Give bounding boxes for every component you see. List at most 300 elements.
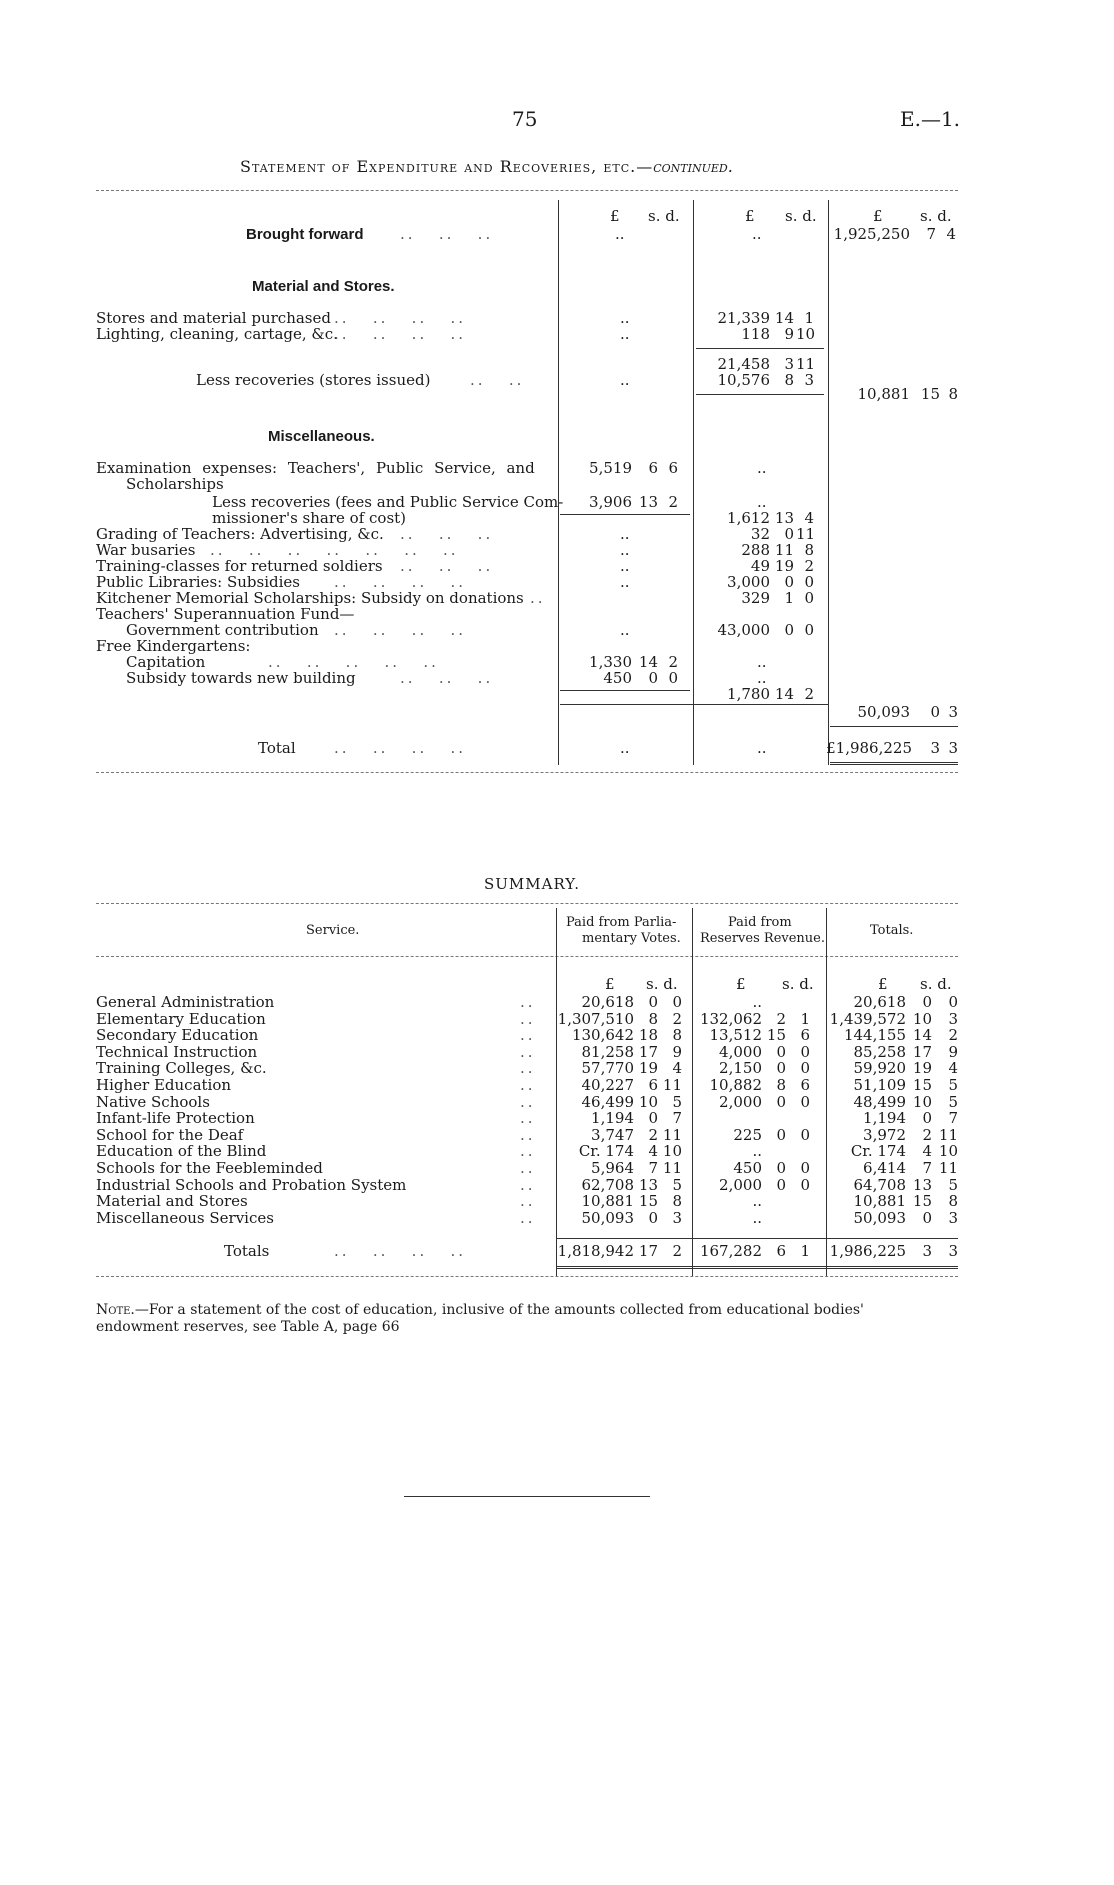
summary-row-leaders: .. bbox=[520, 1175, 536, 1194]
summary-totals-rd: 1 bbox=[800, 1242, 810, 1260]
summary-tot-d: 4 bbox=[948, 1059, 958, 1078]
statement-top-rule bbox=[96, 190, 958, 191]
summary-tot-s: 13 bbox=[912, 1175, 932, 1194]
summary-parl: 57,770 bbox=[581, 1059, 634, 1078]
summary-parl-s: 0 bbox=[648, 1208, 658, 1227]
material-row-label: Lighting, cleaning, cartage, &c. bbox=[96, 325, 338, 343]
statement-total-d: 3 bbox=[948, 739, 958, 757]
misc-row-s: 0 bbox=[784, 525, 794, 543]
summary-tot: 59,920 bbox=[853, 1059, 906, 1078]
summary-tot-d: 3 bbox=[948, 1208, 958, 1227]
summary-parl-d: 8 bbox=[672, 1192, 682, 1211]
summary-res-d: 0 bbox=[800, 1125, 810, 1144]
summary-row-leaders: .. bbox=[520, 1026, 536, 1045]
misc-row-col1-empty: .. bbox=[620, 573, 630, 591]
summary-tot-s: 0 bbox=[922, 1208, 932, 1227]
summary-tot-d: 0 bbox=[948, 993, 958, 1011]
material-subtotal-rule bbox=[696, 348, 824, 349]
brought-forward-leaders: .. .. .. bbox=[400, 225, 494, 243]
exam-label-line1: Examination expenses: Teachers', Public Service, and bbox=[96, 459, 535, 477]
misc-row-label: Training-classes for returned soldiers bbox=[96, 557, 383, 575]
summary-res-s: 2 bbox=[776, 1009, 786, 1028]
misc-row-amt: 49 bbox=[750, 557, 770, 575]
summary-tot-s: 15 bbox=[912, 1192, 932, 1211]
material-net-rule bbox=[696, 394, 824, 395]
summary-tot-d: 5 bbox=[948, 1175, 958, 1194]
summary-parl-s: 17 bbox=[638, 1042, 658, 1061]
summary-row-leaders: .. bbox=[520, 1159, 536, 1177]
summary-totals-double-rule bbox=[556, 1266, 958, 1269]
summary-tot-d: 5 bbox=[948, 1092, 958, 1111]
summary-parl-d: 10 bbox=[662, 1142, 682, 1161]
summary-tot-d: 5 bbox=[948, 1076, 958, 1094]
summary-parl-d: 11 bbox=[662, 1159, 682, 1177]
summary-service: Technical Instruction bbox=[96, 1042, 258, 1061]
summary-res: .. bbox=[752, 1208, 762, 1227]
summary-row-leaders: .. bbox=[520, 1059, 536, 1078]
summary-totals-leaders: .. .. .. .. bbox=[334, 1242, 467, 1260]
misc-row-d: 0 bbox=[804, 573, 814, 591]
summary-res-s: 0 bbox=[776, 1125, 786, 1144]
misc-row-leaders: .. .. .. .. .. .. .. bbox=[210, 541, 459, 559]
statement-total-s: 3 bbox=[930, 739, 940, 757]
summary-service: Industrial Schools and Probation System bbox=[96, 1175, 407, 1194]
summary-tot-s: 10 bbox=[912, 1009, 932, 1028]
misc-col3-rule bbox=[830, 726, 958, 727]
summary-parl: 3,747 bbox=[591, 1125, 634, 1144]
capitation-col2-empty: .. bbox=[757, 653, 767, 671]
summary-parl-d: 5 bbox=[672, 1092, 682, 1111]
summary-res: 2,150 bbox=[719, 1059, 762, 1078]
summary-parl-s: 7 bbox=[648, 1159, 658, 1177]
summary-res-d: 0 bbox=[800, 1092, 810, 1111]
summary-res-pound-header: £ bbox=[736, 975, 746, 993]
summary-parl-s: 18 bbox=[638, 1026, 658, 1045]
material-row-d: 10 bbox=[796, 325, 816, 343]
misc-col2-rule bbox=[560, 704, 828, 705]
summary-tot: 64,708 bbox=[853, 1175, 906, 1194]
superannuation-amt: 43,000 bbox=[717, 621, 770, 639]
summary-res: 13,512 bbox=[709, 1026, 762, 1045]
statement-bottom-rule bbox=[96, 772, 958, 773]
material-row-d: 1 bbox=[804, 309, 814, 327]
summary-parl: 46,499 bbox=[581, 1092, 634, 1111]
summary-tot: 48,499 bbox=[853, 1092, 906, 1111]
summary-row-leaders: .. bbox=[520, 1009, 536, 1028]
summary-service: Secondary Education bbox=[96, 1026, 259, 1045]
summary-res: 2,000 bbox=[719, 1092, 762, 1111]
superannuation-label: Teachers' Superannuation Fund— bbox=[96, 605, 355, 623]
summary-service: Infant-life Protection bbox=[96, 1109, 255, 1128]
note-lead: Note. bbox=[96, 1302, 135, 1318]
statement-title-continued: continued. bbox=[653, 157, 733, 176]
summary-row-leaders: .. bbox=[520, 1208, 536, 1227]
note-line1 bbox=[96, 1302, 864, 1319]
summary-service: Education of the Blind bbox=[96, 1142, 267, 1161]
material-row-col1-empty: .. bbox=[620, 325, 630, 343]
exam-less-d: 2 bbox=[668, 493, 678, 511]
misc-row-amt: 288 bbox=[741, 541, 770, 559]
col3-pound-header: £ bbox=[873, 207, 883, 225]
summary-parl: 130,642 bbox=[571, 1026, 634, 1045]
summary-totals-rs: 6 bbox=[776, 1242, 786, 1260]
kindergarten-total-amt: 1,780 bbox=[727, 685, 770, 703]
summary-tot-sd-header: s. d. bbox=[920, 975, 952, 993]
misc-row-d: 11 bbox=[796, 525, 816, 543]
summary-service: Elementary Education bbox=[96, 1009, 266, 1028]
summary-res-s: 0 bbox=[776, 1159, 786, 1177]
summary-header-service: Service. bbox=[306, 923, 360, 938]
summary-res-d: 6 bbox=[800, 1026, 810, 1045]
col1-sd-header: s. d. bbox=[648, 207, 680, 225]
exam-less-line1: Less recoveries (fees and Public Service Com- bbox=[212, 493, 564, 511]
building-label: Subsidy towards new building bbox=[126, 669, 356, 687]
summary-service: Training Colleges, &c. bbox=[96, 1059, 267, 1078]
summary-row-leaders: .. bbox=[520, 993, 536, 1011]
summary-res-s: 0 bbox=[776, 1042, 786, 1061]
summary-res: 10,882 bbox=[709, 1076, 762, 1094]
summary-res-s: 0 bbox=[776, 1175, 786, 1194]
building-d: 0 bbox=[668, 669, 678, 687]
superannuation-sub-label: Government contribution bbox=[126, 621, 319, 639]
summary-parl: 62,708 bbox=[581, 1175, 634, 1194]
kindergarten-total-s: 14 bbox=[774, 685, 794, 703]
superannuation-leaders: .. .. .. .. bbox=[334, 621, 467, 639]
material-subtotal-amt: 21,458 bbox=[717, 355, 770, 373]
summary-tot: 20,618 bbox=[853, 993, 906, 1011]
material-net-s: 15 bbox=[920, 385, 940, 403]
misc-row-s: 19 bbox=[774, 557, 794, 575]
summary-parl-s: 10 bbox=[638, 1092, 658, 1111]
summary-parl: 40,227 bbox=[581, 1076, 634, 1094]
summary-parl: 10,881 bbox=[581, 1192, 634, 1211]
summary-parl-d: 7 bbox=[672, 1109, 682, 1128]
brought-forward-total: 1,925,250 bbox=[833, 225, 910, 243]
summary-tot: 10,881 bbox=[853, 1192, 906, 1211]
material-row-col1-empty: .. bbox=[620, 309, 630, 327]
summary-service: Native Schools bbox=[96, 1092, 210, 1111]
kindergarten-rule bbox=[560, 690, 690, 691]
summary-col-rule-2 bbox=[692, 908, 693, 1276]
col2-sd-header: s. d. bbox=[785, 207, 817, 225]
brought-forward-col2-empty: .. bbox=[752, 225, 762, 243]
summary-parl: 5,964 bbox=[591, 1159, 634, 1177]
summary-tot-s: 4 bbox=[922, 1142, 932, 1161]
summary-tot: 1,439,572 bbox=[829, 1009, 906, 1028]
summary-res-d: 1 bbox=[800, 1009, 810, 1028]
exam-label-line2: Scholarships bbox=[126, 475, 224, 493]
statement-total-col1-empty: .. bbox=[620, 739, 630, 757]
summary-parl: 81,258 bbox=[581, 1042, 634, 1061]
end-rule bbox=[404, 1496, 650, 1497]
summary-tot-d: 8 bbox=[948, 1192, 958, 1211]
summary-parl: 1,307,510 bbox=[557, 1009, 634, 1028]
summary-tot: 51,109 bbox=[853, 1076, 906, 1094]
summary-row-leaders: .. bbox=[520, 1125, 536, 1144]
misc-row-label: Grading of Teachers: Advertising, &c. bbox=[96, 525, 384, 543]
summary-parl-d: 3 bbox=[672, 1208, 682, 1227]
misc-row-col1-empty: .. bbox=[620, 557, 630, 575]
summary-res: 4,000 bbox=[719, 1042, 762, 1061]
building-s: 0 bbox=[648, 669, 658, 687]
misc-row-label: War busaries bbox=[96, 541, 196, 559]
summary-tot-d: 11 bbox=[938, 1159, 958, 1177]
summary-totals-pd: 2 bbox=[672, 1242, 682, 1260]
misc-row-leaders: .. bbox=[530, 589, 546, 607]
summary-service: Schools for the Feebleminded bbox=[96, 1159, 323, 1177]
summary-tot-s: 10 bbox=[912, 1092, 932, 1111]
capitation-leaders: .. .. .. .. .. bbox=[268, 653, 439, 671]
misc-row-leaders: .. .. .. bbox=[400, 557, 494, 575]
exam-net-s: 13 bbox=[774, 509, 794, 527]
misc-total-d: 3 bbox=[948, 703, 958, 721]
summary-parl: Cr. 174 bbox=[578, 1142, 634, 1161]
summary-res: .. bbox=[752, 993, 762, 1011]
superannuation-d: 0 bbox=[804, 621, 814, 639]
summary-header-totals: Totals. bbox=[870, 923, 914, 938]
summary-parl-sd-header: s. d. bbox=[646, 975, 678, 993]
summary-res-s: 8 bbox=[776, 1076, 786, 1094]
misc-row-d: 2 bbox=[804, 557, 814, 575]
building-col2-empty: .. bbox=[757, 669, 767, 687]
page-number: 75 bbox=[512, 107, 538, 131]
material-subtotal-d: 11 bbox=[796, 355, 816, 373]
summary-parl-pound-header: £ bbox=[605, 975, 615, 993]
material-row-s: 14 bbox=[774, 309, 794, 327]
exam-net-d: 4 bbox=[804, 509, 814, 527]
summary-tot: 3,972 bbox=[863, 1125, 906, 1144]
brought-forward-col1-empty: .. bbox=[615, 225, 625, 243]
summary-tot-s: 14 bbox=[912, 1026, 932, 1045]
superannuation-col1-empty: .. bbox=[620, 621, 630, 639]
misc-row-leaders: .. .. .. .. bbox=[334, 573, 467, 591]
summary-res-s: 0 bbox=[776, 1059, 786, 1078]
summary-tot-d: 11 bbox=[938, 1125, 958, 1144]
summary-title: SUMMARY. bbox=[484, 875, 581, 893]
exam-d: 6 bbox=[668, 459, 678, 477]
summary-row-leaders: .. bbox=[520, 1092, 536, 1111]
summary-tot-s: 7 bbox=[922, 1159, 932, 1177]
summary-res: .. bbox=[752, 1142, 762, 1161]
summary-header-rule bbox=[96, 956, 958, 957]
material-row-amt: 21,339 bbox=[717, 309, 770, 327]
superannuation-s: 0 bbox=[784, 621, 794, 639]
summary-parl-s: 2 bbox=[648, 1125, 658, 1144]
summary-tot: 1,194 bbox=[863, 1109, 906, 1128]
summary-res: .. bbox=[752, 1192, 762, 1211]
material-net-d: 8 bbox=[948, 385, 958, 403]
summary-parl: 50,093 bbox=[581, 1208, 634, 1227]
summary-tot: 50,093 bbox=[853, 1208, 906, 1227]
capitation-d: 2 bbox=[668, 653, 678, 671]
exam-amt: 5,519 bbox=[589, 459, 632, 477]
summary-parl-s: 6 bbox=[648, 1076, 658, 1094]
summary-parl-s: 13 bbox=[638, 1175, 658, 1194]
kindergartens-label: Free Kindergartens: bbox=[96, 637, 251, 655]
summary-res-sd-header: s. d. bbox=[782, 975, 814, 993]
summary-header-parl-line1: Paid from Parlia- bbox=[566, 915, 677, 930]
statement-title-main: Statement of Expenditure and Recoveries, etc.— bbox=[240, 157, 654, 176]
summary-parl-d: 11 bbox=[662, 1076, 682, 1094]
summary-parl-d: 4 bbox=[672, 1059, 682, 1078]
note-line2: endowment reserves, see Table A, page 66 bbox=[96, 1319, 400, 1335]
material-row-s: 9 bbox=[784, 325, 794, 343]
exam-net-rule bbox=[560, 514, 690, 515]
material-less-d: 3 bbox=[804, 371, 814, 389]
misc-row-amt: 329 bbox=[741, 589, 770, 607]
misc-total-s: 0 bbox=[930, 703, 940, 721]
summary-totals-td: 3 bbox=[948, 1242, 958, 1260]
col3-sd-header: s. d. bbox=[920, 207, 952, 225]
summary-row-leaders: .. bbox=[520, 1076, 536, 1094]
summary-row-leaders: .. bbox=[520, 1109, 536, 1128]
building-amt: 450 bbox=[603, 669, 632, 687]
summary-totals-tot: 1,986,225 bbox=[829, 1242, 906, 1260]
summary-service: General Administration bbox=[96, 993, 275, 1011]
brought-forward-label: Brought forward bbox=[246, 226, 364, 243]
exam-s: 6 bbox=[648, 459, 658, 477]
summary-tot-d: 10 bbox=[938, 1142, 958, 1161]
material-less-amt: 10,576 bbox=[717, 371, 770, 389]
statement-total-col2-empty: .. bbox=[757, 739, 767, 757]
summary-tot-d: 9 bbox=[948, 1042, 958, 1061]
summary-parl-s: 15 bbox=[638, 1192, 658, 1211]
summary-tot-s: 0 bbox=[922, 993, 932, 1011]
misc-total-amt: 50,093 bbox=[857, 703, 910, 721]
misc-row-s: 11 bbox=[774, 541, 794, 559]
material-row-label: Stores and material purchased bbox=[96, 309, 331, 327]
misc-row-d: 8 bbox=[804, 541, 814, 559]
statement-title bbox=[240, 158, 733, 175]
statement-total-leaders: .. .. .. .. bbox=[334, 739, 467, 757]
summary-top-rule bbox=[96, 903, 958, 904]
summary-totals-res: 167,282 bbox=[699, 1242, 762, 1260]
col1-pound-header: £ bbox=[610, 207, 620, 225]
statement-total-amt: £1,986,225 bbox=[826, 739, 912, 757]
capitation-amt: 1,330 bbox=[589, 653, 632, 671]
summary-tot-s: 19 bbox=[912, 1059, 932, 1078]
building-leaders: .. .. .. bbox=[400, 669, 494, 687]
summary-tot: 85,258 bbox=[853, 1042, 906, 1061]
statement-total-label: Total bbox=[258, 739, 296, 757]
material-less-label: Less recoveries (stores issued) bbox=[196, 371, 431, 389]
summary-row-leaders: .. bbox=[520, 1042, 536, 1061]
exam-less-col2-empty: .. bbox=[757, 493, 767, 511]
summary-row-leaders: .. bbox=[520, 1142, 536, 1161]
summary-tot: 144,155 bbox=[843, 1026, 906, 1045]
summary-tot-pound-header: £ bbox=[878, 975, 888, 993]
summary-res: 132,062 bbox=[699, 1009, 762, 1028]
misc-row-s: 0 bbox=[784, 573, 794, 591]
misc-row-col1-empty: .. bbox=[620, 541, 630, 559]
summary-tot-s: 0 bbox=[922, 1109, 932, 1128]
kindergarten-total-d: 2 bbox=[804, 685, 814, 703]
statement-col-rule-3 bbox=[828, 200, 829, 765]
summary-res-d: 0 bbox=[800, 1059, 810, 1078]
summary-service: Material and Stores bbox=[96, 1192, 248, 1211]
material-heading: Material and Stores. bbox=[252, 278, 395, 295]
summary-totals-rule bbox=[556, 1238, 958, 1239]
summary-parl-s: 8 bbox=[648, 1009, 658, 1028]
summary-tot-d: 2 bbox=[948, 1026, 958, 1045]
summary-parl-d: 8 bbox=[672, 1026, 682, 1045]
misc-row-label: Public Libraries: Subsidies bbox=[96, 573, 300, 591]
summary-tot-s: 17 bbox=[912, 1042, 932, 1061]
summary-parl-s: 0 bbox=[648, 993, 658, 1011]
summary-header-parl-line2: mentary Votes. bbox=[582, 931, 681, 946]
summary-totals-ts: 3 bbox=[922, 1242, 932, 1260]
misc-row-col1-empty: .. bbox=[620, 525, 630, 543]
material-row-leaders: .. .. .. .. bbox=[334, 309, 467, 327]
brought-forward-d: 4 bbox=[946, 225, 956, 243]
misc-heading: Miscellaneous. bbox=[268, 428, 375, 445]
material-row-amt: 118 bbox=[741, 325, 770, 343]
exam-less-amt: 3,906 bbox=[589, 493, 632, 511]
capitation-label: Capitation bbox=[126, 653, 206, 671]
summary-service: Miscellaneous Services bbox=[96, 1208, 274, 1227]
statement-col-rule-1 bbox=[558, 200, 559, 765]
material-net-amt: 10,881 bbox=[857, 385, 910, 403]
summary-parl-d: 2 bbox=[672, 1009, 682, 1028]
summary-service: Higher Education bbox=[96, 1076, 232, 1094]
summary-parl-s: 19 bbox=[638, 1059, 658, 1078]
summary-totals-parl: 1,818,942 bbox=[557, 1242, 634, 1260]
summary-parl-d: 9 bbox=[672, 1042, 682, 1061]
misc-row-s: 1 bbox=[784, 589, 794, 607]
exam-less-line2: missioner's share of cost) bbox=[212, 509, 407, 527]
brought-forward-s: 7 bbox=[926, 225, 936, 243]
summary-tot-d: 3 bbox=[948, 1009, 958, 1028]
col2-pound-header: £ bbox=[745, 207, 755, 225]
summary-parl: 1,194 bbox=[591, 1109, 634, 1128]
summary-header-res-line2: Reserves Revenue. bbox=[700, 931, 825, 946]
summary-bottom-rule bbox=[96, 1276, 958, 1277]
summary-parl-s: 4 bbox=[648, 1142, 658, 1161]
summary-totals-ps: 17 bbox=[638, 1242, 658, 1260]
summary-res-d: 6 bbox=[800, 1076, 810, 1094]
material-less-s: 8 bbox=[784, 371, 794, 389]
summary-parl-s: 0 bbox=[648, 1109, 658, 1128]
misc-row-label: Kitchener Memorial Scholarships: Subsidy on donations bbox=[96, 589, 524, 607]
summary-service: School for the Deaf bbox=[96, 1125, 244, 1144]
summary-res: 2,000 bbox=[719, 1175, 762, 1194]
material-row-leaders: .. .. .. .. bbox=[334, 325, 467, 343]
summary-res-d: 0 bbox=[800, 1159, 810, 1177]
summary-totals-label: Totals bbox=[224, 1242, 270, 1260]
summary-tot-s: 15 bbox=[912, 1076, 932, 1094]
summary-row-leaders: .. bbox=[520, 1192, 536, 1211]
material-less-leaders: .. .. bbox=[470, 371, 525, 389]
note-text1: —For a statement of the cost of education, inclusive of the amounts collected from educational bodies' bbox=[134, 1302, 864, 1318]
capitation-s: 14 bbox=[638, 653, 658, 671]
summary-tot: 6,414 bbox=[863, 1159, 906, 1177]
exam-less-s: 13 bbox=[638, 493, 658, 511]
summary-res: 450 bbox=[733, 1159, 762, 1177]
statement-total-double-rule bbox=[830, 762, 958, 765]
summary-parl-d: 11 bbox=[662, 1125, 682, 1144]
summary-header-res-line1: Paid from bbox=[728, 915, 792, 930]
misc-row-d: 0 bbox=[804, 589, 814, 607]
exam-col2-empty: .. bbox=[757, 459, 767, 477]
summary-res: 225 bbox=[733, 1125, 762, 1144]
summary-res-d: 0 bbox=[800, 1175, 810, 1194]
statement-col-rule-2 bbox=[693, 200, 694, 765]
summary-res-s: 15 bbox=[766, 1026, 786, 1045]
summary-parl-d: 5 bbox=[672, 1175, 682, 1194]
summary-tot: Cr. 174 bbox=[850, 1142, 906, 1161]
summary-res-s: 0 bbox=[776, 1092, 786, 1111]
material-less-col1-empty: .. bbox=[620, 371, 630, 389]
